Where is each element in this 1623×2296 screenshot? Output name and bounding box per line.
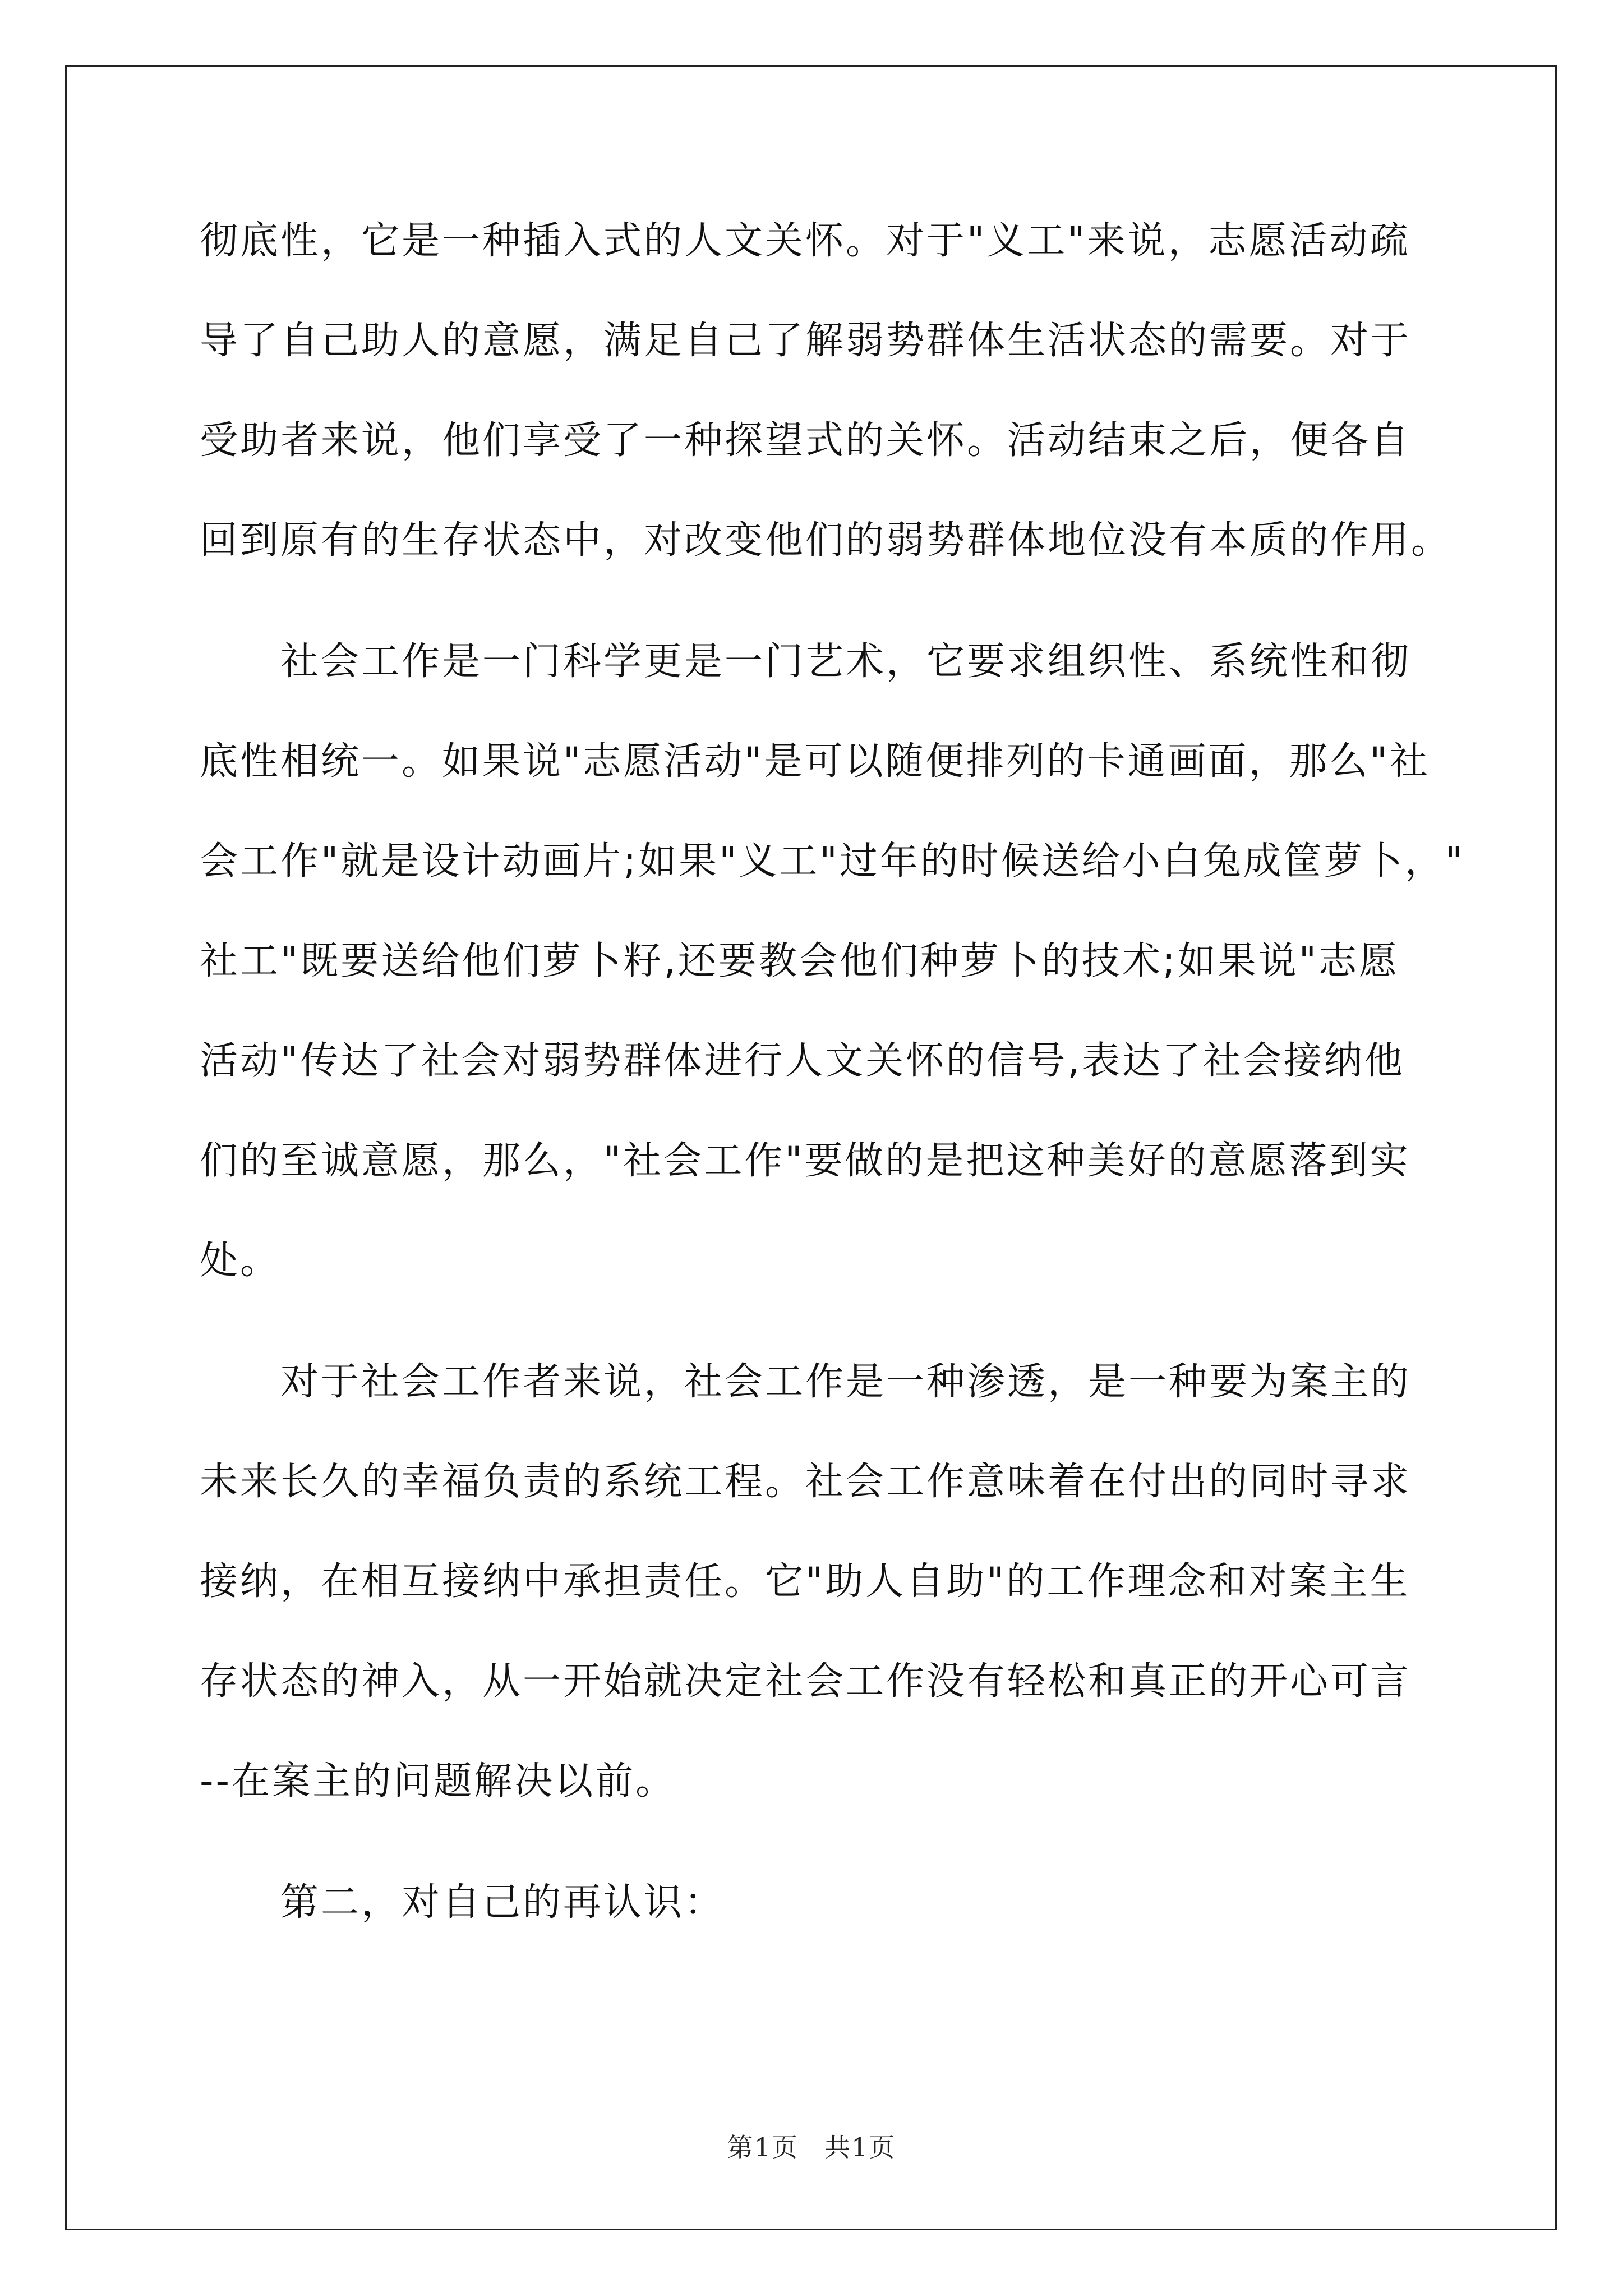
text-line: 未来长久的幸福负责的系统工程。社会工作意味着在付出的同时寻求 [200, 1460, 1412, 1504]
text-line: 回到原有的生存状态中，对改变他们的弱势群体地位没有本质的作用。 [200, 518, 1452, 563]
paragraph-3 [200, 1354, 1450, 1853]
text-line: 会工作"就是设计动画片;如果"义工"过年的时候送给小白兔成筐萝卜，" [200, 839, 1465, 884]
text-line: 接纳，在相互接纳中承担责任。它"助人自助"的工作理念和对案主生 [200, 1559, 1410, 1604]
paragraph-1 [200, 213, 1450, 613]
text-line: 社会工作是一门科学更是一门艺术，它要求组织性、系统性和彻 [280, 639, 1412, 684]
paragraph-2 [200, 634, 1465, 1333]
text-line: 受助者来说，他们享受了一种探望式的关怀。活动结束之后，便各自 [200, 418, 1412, 463]
text-line: 导了自己助人的意愿，满足自己了解弱势群体生活状态的需要。对于 [200, 319, 1412, 363]
text-line: --在案主的问题解决以前。 [200, 1759, 676, 1803]
text-line: 对于社会工作者来说，社会工作是一种渗透，是一种要为案主的 [280, 1360, 1412, 1404]
text-line: 活动"传达了社会对弱势群体进行人文关怀的信号,表达了社会接纳他 [200, 1039, 1405, 1083]
document-body [200, 213, 1465, 1975]
text-line: 彻底性，它是一种插入式的人文关怀。对于"义工"来说，志愿活动疏 [200, 219, 1410, 263]
text-line: 底性相统一。如果说"志愿活动"是可以随便排列的卡通画面，那么"社 [200, 739, 1430, 784]
text-line: 处。 [200, 1239, 281, 1283]
page-total: 共1页 [824, 2132, 896, 2162]
page-footer [0, 2127, 1623, 2164]
paragraph-4 [200, 1875, 1450, 1975]
text-line: 们的至诚意愿，那么，"社会工作"要做的是把这种美好的意愿落到实 [200, 1139, 1410, 1183]
text-line: 第二，对自己的再认识： [280, 1880, 725, 1925]
text-line: 社工"既要送给他们萝卜籽,还要教会他们种萝卜的技术;如果说"志愿 [200, 939, 1400, 983]
page-number: 第1页 [727, 2132, 799, 2162]
text-line: 存状态的神入，从一开始就决定社会工作没有轻松和真正的开心可言 [200, 1659, 1412, 1704]
